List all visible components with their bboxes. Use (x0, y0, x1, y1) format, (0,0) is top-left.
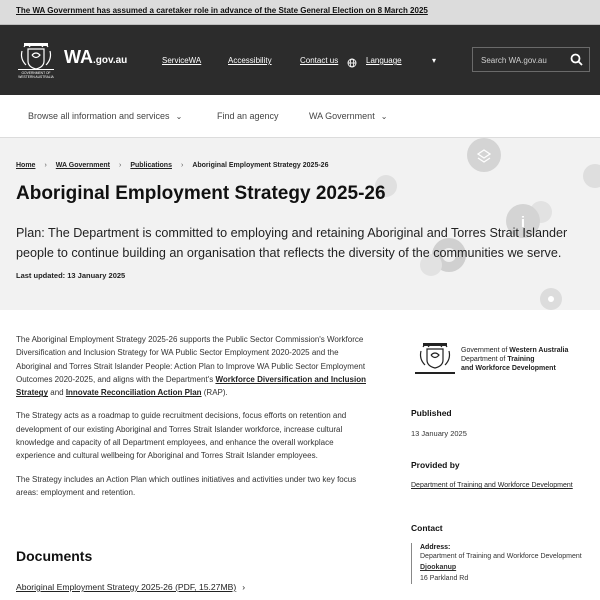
page-hero (0, 138, 600, 310)
department-name (461, 346, 568, 373)
chevron-down-icon: ⌄ (175, 112, 183, 121)
logo-suffix-text: .gov.au (93, 55, 128, 66)
crest-caption-2: WESTERN AUSTRALIA (18, 75, 54, 79)
site-logo[interactable] (64, 47, 127, 68)
org-text: Western Australia (509, 347, 569, 354)
body-text: and (48, 388, 66, 398)
nav-contact-us-link[interactable]: Contact us (300, 56, 339, 65)
published-heading: Published (411, 408, 452, 418)
address-org: Department of Training and Workforce Development (420, 553, 582, 560)
document-label: Aboriginal Employment Strategy 2025-26 (PDF, 15.27MB) (16, 582, 237, 592)
wa-crest-icon[interactable] (16, 39, 56, 84)
find-agency-link[interactable] (217, 111, 279, 121)
globe-icon (347, 55, 357, 73)
chevron-down-icon: ⌄ (380, 112, 388, 121)
language-selector[interactable]: Language (366, 56, 402, 65)
browse-services-label: Browse all information and services (28, 111, 170, 121)
documents-heading: Documents (16, 548, 93, 564)
reconciliation-action-plan-link[interactable]: Innovate Reconciliation Action Plan (65, 388, 202, 398)
chevron-down-icon[interactable]: ▾ (432, 56, 437, 65)
org-text: Training (507, 356, 535, 363)
summary-text: The Department is committed to employing and retaining Aboriginal and Torres Strait Islander people to continue building an organisation that reflects the diversity of the communities we serve. (16, 226, 568, 260)
breadcrumb-wa-government-link[interactable]: WA Government (55, 162, 110, 169)
summary-type: Plan (16, 226, 42, 240)
address-street: 16 Parkland Rd (420, 575, 469, 582)
body-text: (RAP). (201, 388, 228, 398)
contact-details (411, 543, 600, 584)
svg-text:i: i (520, 214, 526, 231)
provider-link[interactable]: Department of Training and Workforce Development (411, 482, 573, 489)
provided-by-heading: Provided by (411, 460, 460, 470)
search-box (472, 47, 590, 72)
contact-heading: Contact (411, 523, 443, 533)
breadcrumb-home-link[interactable]: Home (16, 162, 36, 169)
nav-servicewa-link[interactable]: ServiceWA (162, 56, 202, 65)
browse-services-menu[interactable] (28, 111, 182, 121)
caretaker-banner (0, 0, 600, 25)
wa-government-menu[interactable] (309, 111, 387, 121)
department-crest-icon (413, 340, 457, 383)
sub-navigation (0, 95, 600, 138)
org-text: Government of (461, 347, 510, 354)
site-header (0, 25, 600, 95)
last-updated: Last updated: 13 January 2025 (16, 271, 126, 280)
org-text: and Workforce Development (461, 365, 556, 372)
crest-caption-1: GOVERNMENT OF (21, 71, 51, 75)
workforce-diversification-link[interactable]: Workforce Diversification and Inclusion Strategy (16, 374, 366, 398)
breadcrumb (16, 162, 328, 169)
chevron-right-icon: › (119, 162, 122, 169)
document-download-link[interactable] (16, 582, 245, 592)
body-paragraph-2: The Strategy acts as a roadmap to guide recruitment decisions, focus efforts on retention and development of our existing Aboriginal and Torres Strait Islander workforce, increase cultural knowledge and capacity of all Department employees, and enhance the overall workplace experience and cultural wellbeing for Aboriginal and Torres Strait Islander employees. (16, 411, 347, 461)
nav-accessibility-link[interactable]: Accessibility (228, 56, 272, 65)
address-label: Address: (420, 544, 451, 551)
org-text: Department of (461, 356, 508, 363)
published-date: 13 January 2025 (411, 429, 467, 438)
body-paragraph-1 (16, 333, 372, 399)
page-summary: Plan: The Department is committed to employing and retaining Aboriginal and Torres Strait Islander people to continue building an organisation that reflects the diversity of the communities we serve. (16, 226, 568, 260)
caretaker-banner-link[interactable]: The WA Government has assumed a caretaker role in advance of the State General Election on 8 March 2025 (16, 6, 428, 15)
wa-government-label: WA Government (309, 111, 375, 121)
logo-main-text: WA (64, 47, 93, 67)
body-text: The Aboriginal Employment Strategy 2025-26 supports the Public Sector Commission's Workforce Diversification and Inclusion Strategy for WA Public Sector Employment 2020-2025 and the Aboriginal and Torres Strait Islander People: Action Plan to Improve WA Public Sector Employment Outcomes 2020-2025, and aligns with the Department's (16, 335, 366, 384)
chevron-right-icon: › (44, 162, 47, 169)
search-input[interactable] (473, 48, 573, 73)
chevron-right-icon: › (242, 582, 246, 592)
page-title: Aboriginal Employment Strategy 2025-26 (16, 183, 386, 204)
find-agency-label: Find an agency (217, 111, 279, 121)
breadcrumb-current: Aboriginal Employment Strategy 2025-26 (192, 162, 329, 169)
address-place: Djookanup (420, 564, 457, 571)
breadcrumb-publications-link[interactable]: Publications (130, 162, 172, 169)
body-paragraph-3: The Strategy includes an Action Plan which outlines initiatives and activities under two key focus areas: employment and retention. (16, 474, 357, 497)
search-icon[interactable] (570, 53, 583, 71)
main-content (16, 333, 372, 509)
chevron-right-icon: › (180, 162, 184, 169)
